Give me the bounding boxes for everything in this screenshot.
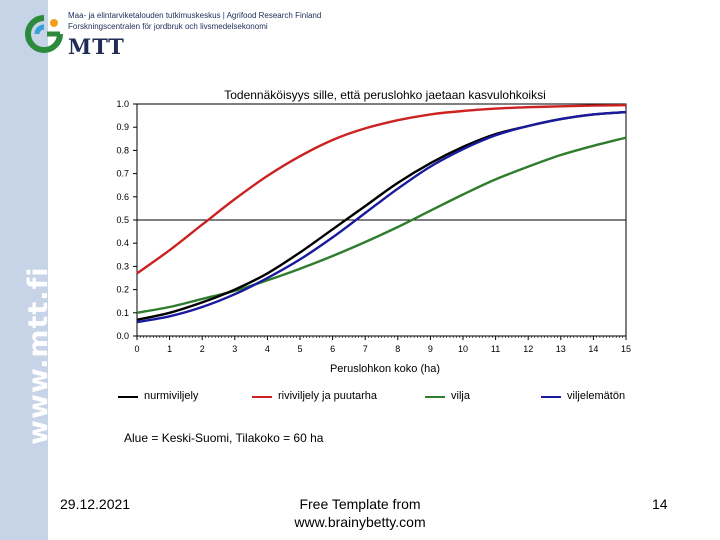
series-line-riviviljely-ja-puutarha — [137, 105, 626, 273]
legend-label: nurmiviljely — [144, 390, 199, 402]
legend-label: riviviljely ja puutarha — [278, 390, 378, 402]
page-number: 14 — [652, 496, 668, 512]
y-tick-label: 0.6 — [116, 191, 129, 202]
organization-name-fi: Maa- ja elintarviketalouden tutkimuskeskus | Agrifood Research Finland — [68, 11, 322, 20]
logo-wordmark: MTT — [68, 34, 125, 59]
template-credit-line2: www.brainybetty.com — [294, 514, 426, 530]
website-watermark: www.mtt.fi — [23, 266, 54, 445]
x-axis-label: Peruslohkon koko (ha) — [329, 363, 441, 375]
y-tick-label: 0.8 — [116, 145, 129, 156]
legend-swatch — [541, 396, 561, 398]
template-credit-line1: Free Template from — [299, 496, 421, 512]
legend-label: vilja — [451, 390, 470, 402]
x-tick-label: 10 — [457, 344, 469, 354]
y-tick-label: 0.7 — [116, 168, 129, 179]
x-tick-label: 1 — [167, 344, 173, 354]
y-tick-label: 1.0 — [116, 99, 129, 109]
x-tick-label: 4 — [264, 344, 270, 354]
x-tick-label: 15 — [620, 344, 632, 354]
organization-name-sv: Forskningscentralen för jordbruk och livsmedelsekonomi — [68, 22, 268, 31]
y-tick-label: 0.1 — [116, 307, 129, 318]
x-tick-label: 7 — [362, 344, 368, 354]
y-tick-label: 0.4 — [116, 238, 129, 249]
x-tick-label: 0 — [134, 344, 140, 354]
y-tick-label: 0.9 — [116, 122, 129, 133]
x-tick-label: 8 — [395, 344, 401, 354]
series-line-vilja — [137, 138, 626, 313]
x-tick-label: 13 — [555, 344, 566, 354]
legend-swatch — [425, 396, 445, 398]
footer-date: 29.12.2021 — [60, 496, 131, 512]
chart-title: Todennäköisyys sille, että peruslohko jaetaan kasvulohkoiksi — [224, 88, 546, 102]
x-tick-label: 2 — [199, 344, 205, 354]
x-tick-label: 6 — [330, 344, 336, 354]
legend-swatch — [118, 396, 138, 398]
x-tick-label: 12 — [523, 344, 534, 354]
y-tick-label: 0.2 — [116, 284, 129, 295]
x-tick-label: 9 — [427, 344, 433, 354]
x-tick-label: 3 — [232, 344, 238, 354]
y-tick-label: 0.0 — [116, 331, 129, 341]
legend-label: viljelemätön — [567, 390, 626, 402]
series-line-nurmiviljely — [137, 112, 626, 320]
footer-template-credit — [260, 495, 460, 531]
chart-annotation: Alue = Keski-Suomi, Tilakoko = 60 ha — [124, 431, 324, 445]
y-tick-label: 0.3 — [116, 261, 129, 272]
x-tick-label: 5 — [297, 344, 303, 354]
legend-swatch — [252, 396, 272, 398]
x-tick-label: 11 — [490, 344, 501, 354]
y-tick-label: 0.5 — [116, 215, 129, 225]
x-tick-label: 14 — [588, 344, 599, 354]
